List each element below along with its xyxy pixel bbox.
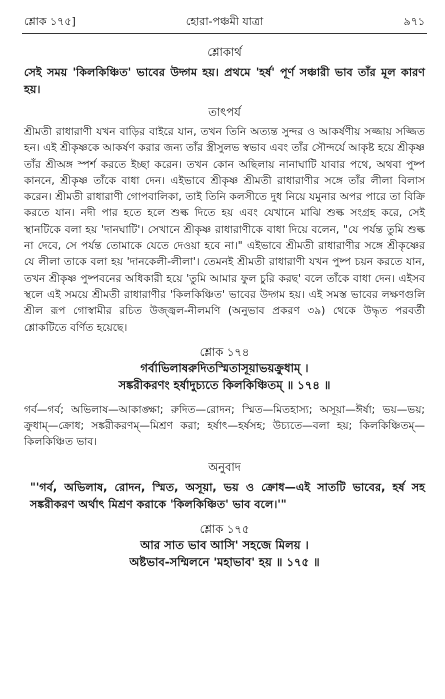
shloka-175-line-2: অষ্টভাব-সম্মিলনে 'মহাভাব' হয় ॥ ১৭৫ ॥ (129, 554, 320, 569)
header-rule (22, 33, 427, 34)
page-number: ৯৭১ (403, 15, 425, 28)
shloka-174-heading: শ্লোক ১৭৪ (199, 344, 250, 359)
shloka-175-heading: শ্লোক ১৭৫ (199, 521, 250, 536)
shloka-174-line-1: গর্বাভিলাষরুদিতস্মিতাসূয়াভয়ক্রুধাম্ । (140, 360, 309, 375)
chapter-reference: শ্লোক ১৭৫] (24, 15, 76, 28)
shloka-174-line-2: সঙ্করীকরণং হর্ষাদুচ্যতে কিলকিঞ্চিতম্ ॥ ১৭৪ ॥ (118, 377, 331, 392)
page-body (24, 44, 425, 571)
anuvada-heading: অনুবাদ (208, 459, 241, 474)
running-header (24, 14, 425, 30)
chapter-title: হোরা-পঞ্চমী যাত্রা (185, 15, 264, 28)
tatparya-heading: তাৎপর্য (208, 105, 241, 119)
shloka-175-line-1: আর সাত ভাব আসি' সহজে মিলয় । (140, 537, 309, 552)
shlokartha-text: সেই সময় 'কিলকিঞ্চিত' ভাবের উদ্গম হয়। প্রথমে 'হর্ষ' পূর্ণ সঞ্চারী ভাব তাঁর মূল কারণ হয়। (24, 66, 425, 96)
tatparya-text: শ্রীমতী রাধারাণী যখন বাড়ির বাইরে যান, তখন তিনি অত্যন্ত সুন্দর ও আকর্ষণীয় সজ্জায় সজ্জিত হন। এই শ্রীকৃষ্ণকে আকর্ষণ করার জন্য তাঁর স্ত্রীসুলভ স্বভাব এবং তাঁর সৌন্দর্যে আকৃষ্ট হয়ে শ্রীকৃষ্ণ তাঁর শ্রীঅঙ্গ স্পর্শ করতে ইচ্ছা করেন। তখন কোন অছিলায় নানাঘাটি যাবার পথে, অথবা পুষ্প কাননে, শ্রীকৃষ্ণ তাঁকে বাধা দেন। এইভাবে শ্রীকৃষ্ণ শ্রীমতী রাধারাণীর সঙ্গে তাঁর লীলা বিলাস করেন। শ্রীমতী রাধারাণী গোপবালিকা, তাই তিনি কলসীতে দুধ নিয়ে যমুনার অপর পারে তা বিক্রি করতে যান। নদী পার হতে হলে শুল্ক দিতে হয় এবং যেখানে মাঝি শুল্ক সংগ্রহ করে, সেই স্থানটিকে বলা হয় 'দানঘাটি'। সেখানে শ্রীকৃষ্ণ রাধারাণীকে বাধা দিয়ে বলেন, "যে পর্যন্ত তুমি শুল্ক না দেবে, সে পর্যন্ত তোমাকে যেতে দেওয়া হবে না।" এইভাবে শ্রীমতী রাধারাণীর সঙ্গে শ্রীকৃষ্ণের যে লীলা তাকে বলা হয় 'দানকেলী-লীলা'। তেমনই শ্রীমতী রাধারাণী যখন পুষ্প চয়ন করতে যান, তখন শ্রীকৃষ্ণ পুষ্পবনের অধিকারী হয়ে 'তুমি আমার ফুল চুরি করছ' বলে তাঁকে বাধা দেন। এইসব স্থলে এই সময়ে শ্রীমতী রাধারাণীর 'কিলকিঞ্চিত' ভাবের উদ্গম হয়। এই সমস্ত ভাবের লক্ষণগুলি শ্রীল রূপ গোস্বামীর রচিত উজ্জ্বল-নীলমণি (অনুভাব প্রকরণ ৩৯) থেকে উদ্ধৃত পরবর্তী শ্লোকটিতে বর্ণিত হয়েছে। (24, 126, 425, 334)
anuvada-text: "'গর্ব, অভিলাষ, রোদন, স্মিত, অসূয়া, ভয় ও ক্রোধ—এই সাতটি ভাবের, হর্ষ সহ সঙ্করীকরণ অর্থাৎ মিশ্রণ করাকে 'কিলকিঞ্চিত' ভাব বলে।'" (30, 480, 425, 511)
shlokartha-heading: শ্লোকার্থ (207, 45, 242, 59)
word-for-word-synonyms: গর্ব—গর্ব; অভিলাষ—আকাঙ্ক্ষা; রুদিত—রোদন; স্মিত—মিতহাস্য; অসূয়া—ঈর্ষা; ভয়—ভয়; ক্রুধাম্—ক্রোধ; সঙ্করীকরণম্—মিশ্রণ করা; হর্ষাৎ—হর্ষসহ; উচ্যতে—বলা হয়; কিলকিঞ্চিতম্—কিলকিঞ্চিত ভাব। (24, 403, 425, 449)
